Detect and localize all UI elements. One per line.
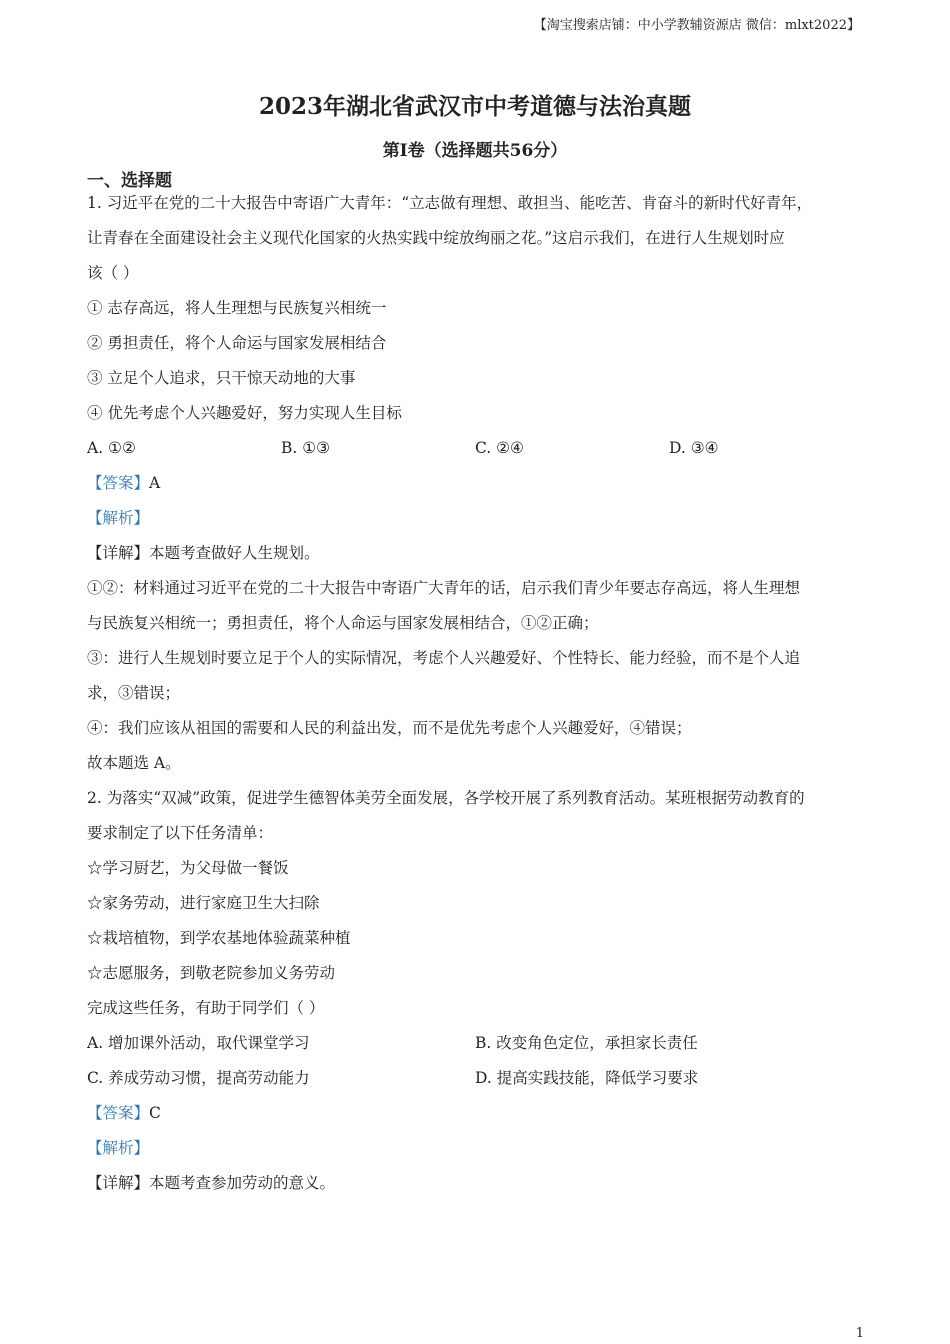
header-note: 【淘宝搜索店铺：中小学教辅资源店 微信：mlxt2022】	[533, 18, 860, 33]
q1-option-d: D. ③④	[669, 439, 719, 457]
q2-item: ☆志愿服务，到敬老院参加义务劳动	[87, 964, 336, 982]
q2-item: ☆栽培植物，到学农基地体验蔬菜种植	[87, 929, 351, 947]
q1-explanation-line: ④：我们应该从祖国的需要和人民的利益出发，而不是优先考虑个人兴趣爱好，④错误；	[87, 719, 692, 737]
q1-options	[87, 431, 859, 466]
q1-explanation-line: 故本题选 A。	[87, 754, 181, 772]
q1-item: ③ 立足个人追求，只干惊天动地的大事	[87, 369, 356, 387]
detail-label: 【详解】	[87, 1174, 150, 1192]
page-subtitle: 第I卷（选择题共56分）	[382, 141, 568, 161]
q1-item: ④ 优先考虑个人兴趣爱好，努力实现人生目标	[87, 404, 402, 422]
q1-item: ① 志存高远，将人生理想与民族复兴相统一	[87, 299, 387, 317]
q2-stem-line: 要求制定了以下任务清单：	[87, 824, 274, 842]
q2-detail	[87, 1166, 859, 1201]
q1-option-c: C. ②④	[475, 439, 524, 457]
q2-item: ☆学习厨艺，为父母做一餐饭	[87, 859, 289, 877]
page-title: 2023年湖北省武汉市中考道德与法治真题	[258, 93, 691, 120]
q2-option-c: C. 养成劳动习惯，提高劳动能力	[87, 1069, 310, 1087]
q2-options-row	[87, 1061, 859, 1096]
q2-question: 完成这些任务，有助于同学们（ ）	[87, 999, 325, 1017]
detail-label: 【详解】	[87, 544, 150, 562]
q1-stem-line: 让青春在全面建设社会主义现代化国家的火热实践中绽放绚丽之花。”这启示我们，在进行人生规划时应	[87, 229, 785, 247]
detail-text: 本题考查参加劳动的意义。	[149, 1174, 336, 1192]
q2-option-a: A. 增加课外活动，取代课堂学习	[87, 1034, 310, 1052]
q1-detail	[87, 536, 859, 571]
q1-explanation-line: 与民族复兴相统一；勇担责任，将个人命运与国家发展相结合，①②正确；	[87, 614, 599, 632]
answer-value: C	[149, 1104, 161, 1122]
q1-answer	[87, 466, 859, 501]
q1-option-b: B. ①③	[281, 439, 331, 457]
page-number: 1	[855, 1326, 864, 1341]
q1-explanation-line: ③：进行人生规划时要立足于个人的实际情况，考虑个人兴趣爱好、个性特长、能力经验，而不是个人追	[87, 649, 801, 667]
q1-stem-line: 该（ ）	[87, 264, 139, 282]
answer-value: A	[149, 474, 161, 492]
q1-explanation-line: 求，③错误；	[87, 684, 181, 702]
q1-stem-line: 1. 习近平在党的二十大报告中寄语广大青年：“立志做有理想、敢担当、能吃苦、肯奋斗的新时代好青年，	[87, 194, 813, 212]
q2-stem-line: 2. 为落实“双减”政策，促进学生德智体美劳全面发展，各学校开展了系列教育活动。某班根据劳动教育的	[87, 789, 805, 807]
detail-text: 本题考查做好人生规划。	[149, 544, 320, 562]
q1-option-a: A. ①②	[87, 439, 136, 457]
answer-label: 【答案】	[87, 474, 150, 492]
document-body	[87, 186, 859, 1201]
q1-item: ② 勇担责任，将个人命运与国家发展相结合	[87, 334, 387, 352]
q2-option-b: B. 改变角色定位，承担家长责任	[475, 1034, 698, 1052]
q1-explanation-line: ①②：材料通过习近平在党的二十大报告中寄语广大青年的话，启示我们青少年要志存高远，将人生理想	[87, 579, 801, 597]
q2-answer	[87, 1096, 859, 1131]
q2-item: ☆家务劳动，进行家庭卫生大扫除	[87, 894, 320, 912]
analysis-label: 【解析】	[87, 509, 150, 527]
q2-options-row	[87, 1026, 859, 1061]
q2-option-d: D. 提高实践技能，降低学习要求	[475, 1069, 699, 1087]
section-heading: 一、选择题	[87, 171, 172, 191]
analysis-label: 【解析】	[87, 1139, 150, 1157]
answer-label: 【答案】	[87, 1104, 150, 1122]
